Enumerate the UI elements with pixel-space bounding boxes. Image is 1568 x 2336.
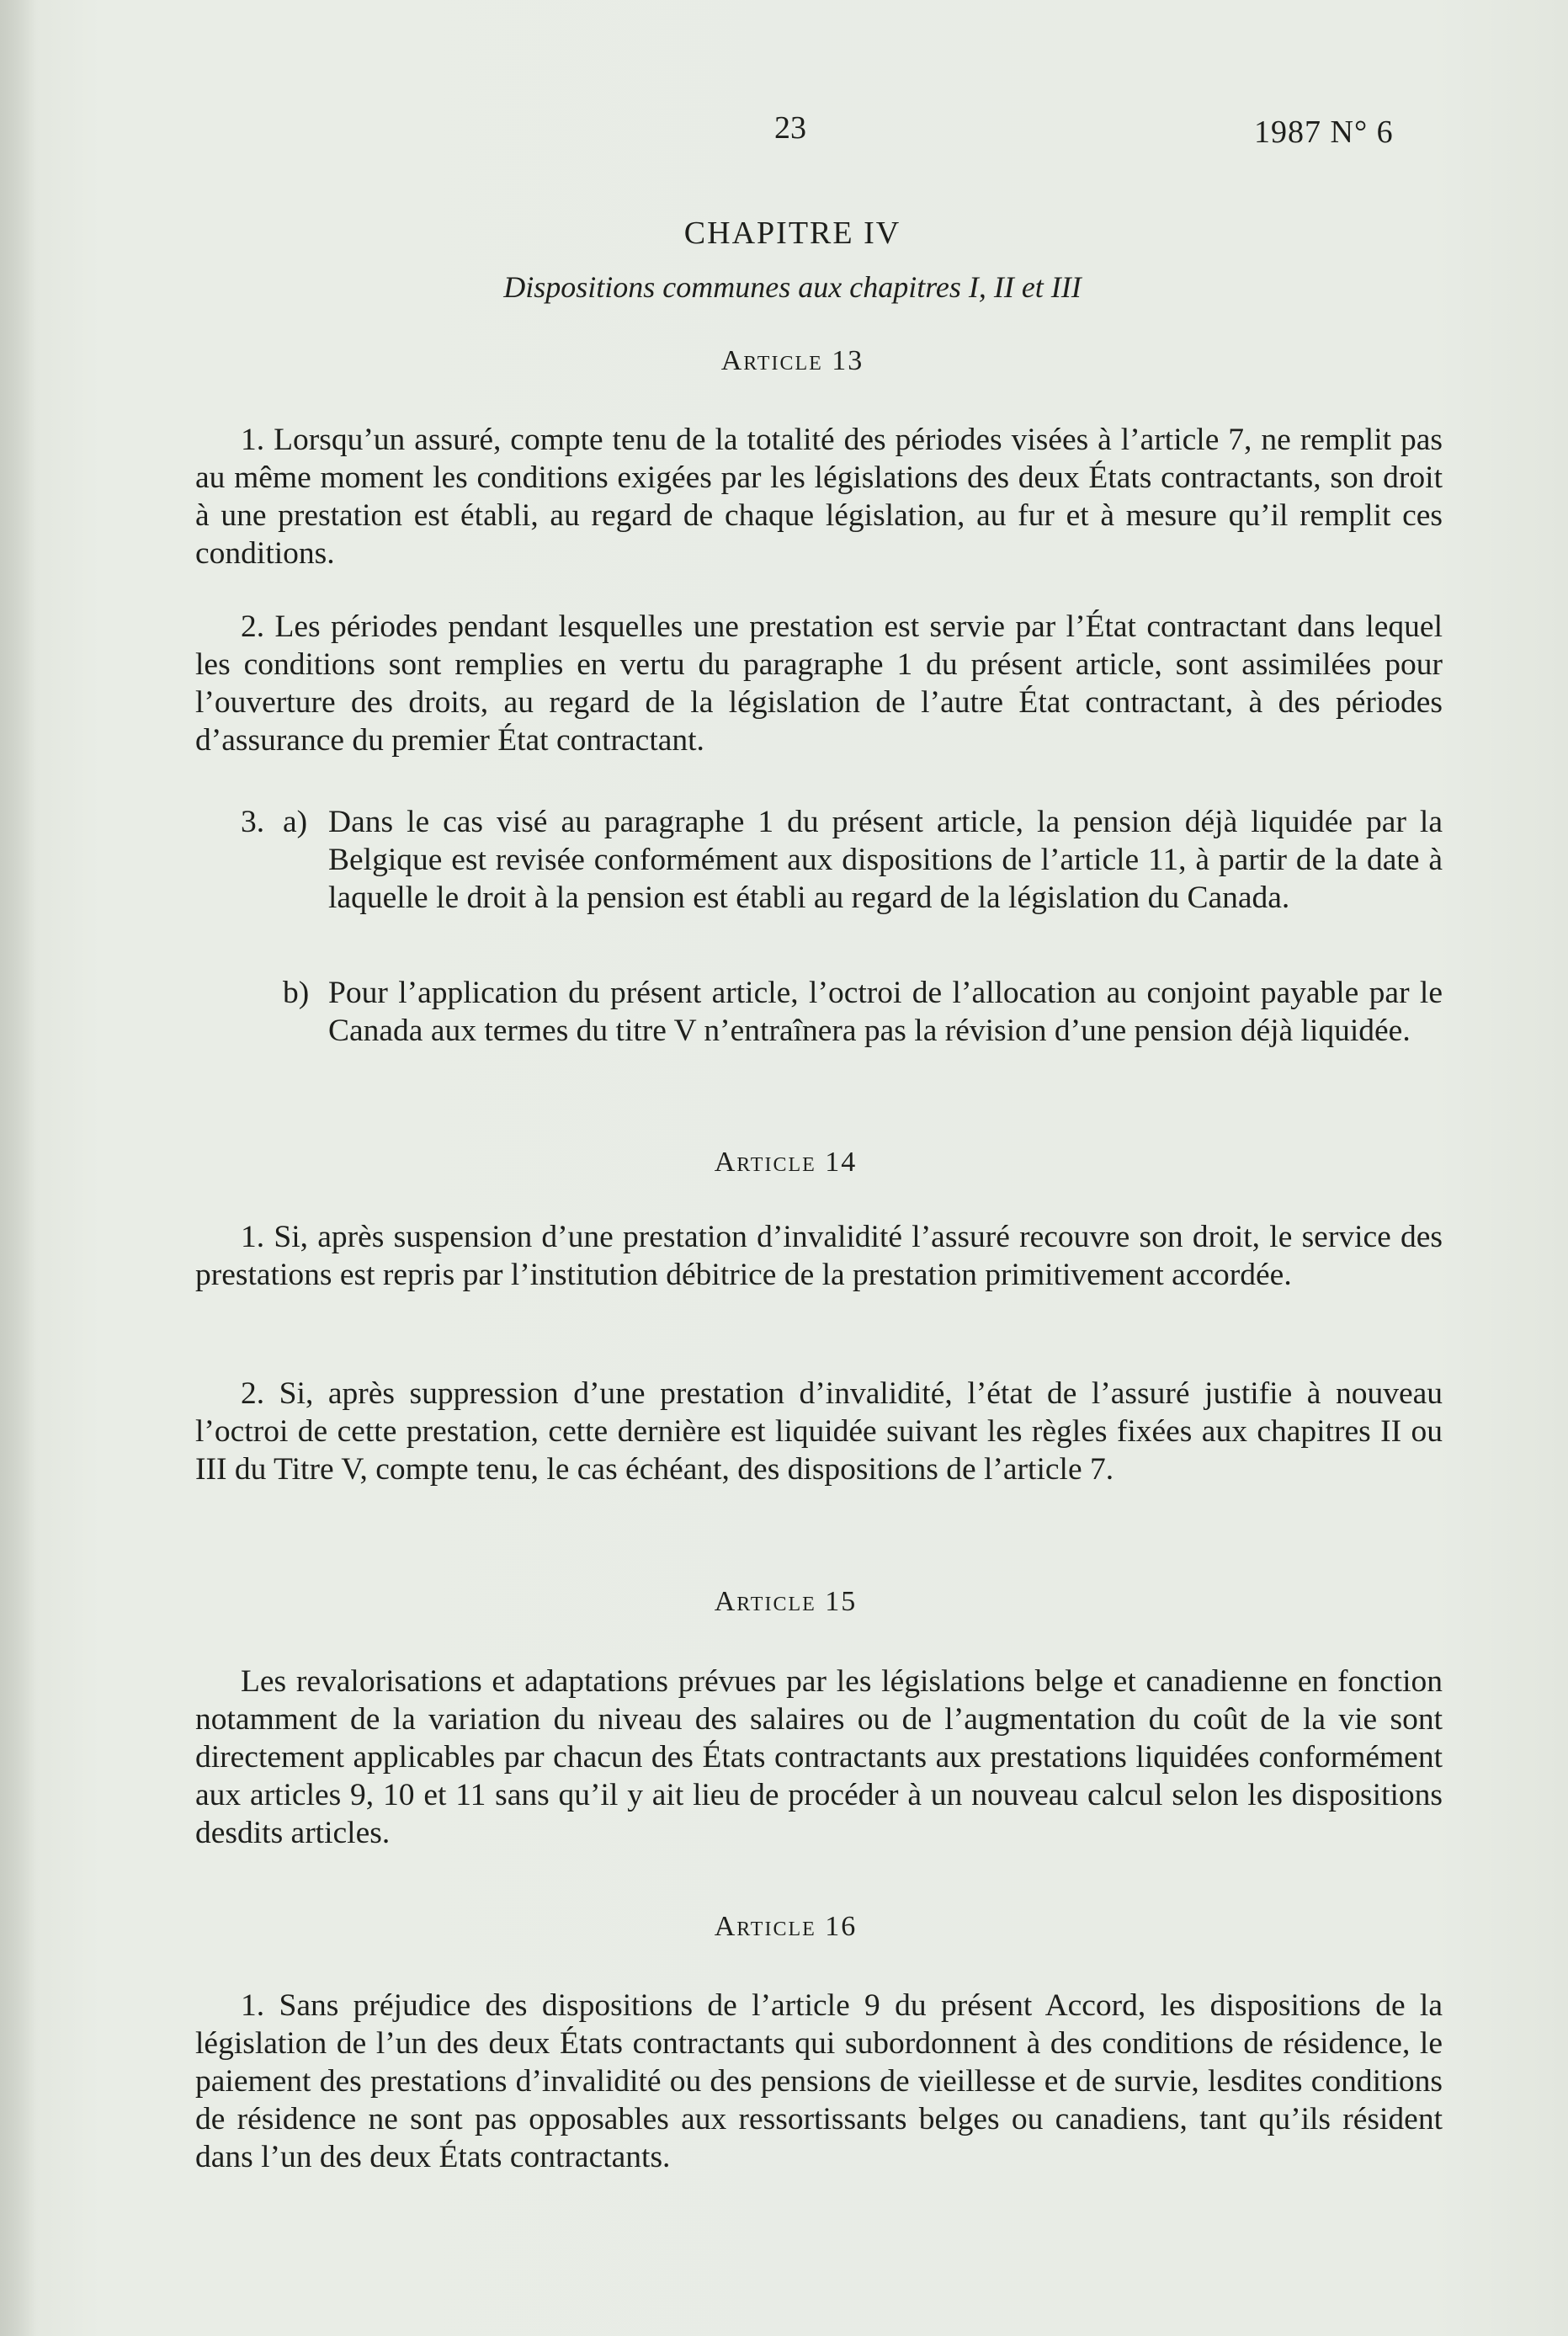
article-13-paragraph-2: 2. Les périodes pendant lesquelles une prestation est servie par l’État contractant dans lequel les conditions sont remplies en vertu du paragraphe 1 du présent article, sont assimilées pour l’ouverture des droits, au regard de la législation de l’autre État contractant, à des périodes d’assurance du premier État contractant. — [195, 609, 1443, 758]
article-15-paragraph-1: Les revalorisations et adaptations prévues par les législations belge et canadienne en fonction notamment de la variation du niveau des salaires ou de l’augmentation du coût de la vie sont directement applicables par chacun des États contractants aux prestations liquidées conformément aux articles 9, 10 et 11 sans qu’il y ait lieu de procéder à un nouveau calcul selon les dispositions desdits articles. — [195, 1664, 1443, 1850]
article-16-heading: Article 16 — [714, 1911, 858, 1942]
article-13-paragraph-1: 1. Lorsqu’un assuré, compte tenu de la totalité des périodes visées à l’article 7, ne remplit pas au même moment les conditions exigées par les législations des deux États contractants, son droit à une prestation est établi, au regard de chaque législation, au fur et à mesure qu’il remplit ces conditions. — [195, 423, 1443, 571]
article-13-paragraph-3a-marker: a) — [283, 805, 308, 839]
article-13-paragraph-3b: Pour l’application du présent article, l’octroi de l’allocation au conjoint payable par le Canada aux termes du titre V n’entraînera pas la révision d’une pension déjà liquidée. — [328, 976, 1443, 1048]
year-and-number: 1987 N° 6 — [1254, 114, 1394, 150]
chapter-title: CHAPITRE IV — [683, 216, 901, 251]
article-13-paragraph-3-number: 3. — [241, 805, 265, 839]
article-14-paragraph-1: 1. Si, après suspension d’une prestation d’invalidité l’assuré recouvre son droit, le service des prestations est repris par l’institution débitrice de la prestation primitivement accordée. — [195, 1220, 1443, 1292]
article-13-paragraph-3a: Dans le cas visé au paragraphe 1 du présent article, la pension déjà liquidée par la Belgique est revisée conformément aux dispositions de l’article 11, à partir de la date à laquelle le droit à la pension est établi au regard de la législation du Canada. — [328, 805, 1443, 915]
article-13-paragraph-3b-marker: b) — [283, 976, 310, 1010]
article-16-paragraph-1: 1. Sans préjudice des dispositions de l’article 9 du présent Accord, les dispositions de la législation de l’un des deux États contractants qui subordonnent à des conditions de résidence, le paiement des prestations d’invalidité ou des pensions de vieillesse et de survie, lesdites conditions de résidence ne sont pas opposables aux ressortissants belges ou canadiens, tant qu’ils résident dans l’un des deux États contractants. — [195, 1988, 1443, 2174]
article-15-heading: Article 15 — [714, 1586, 858, 1617]
article-13-heading: Article 13 — [720, 345, 864, 376]
article-14-paragraph-2: 2. Si, après suppression d’une prestation d’invalidité, l’état de l’assuré justifie à nouveau l’octroi de cette prestation, cette dernière est liquidée suivant les règles fixées aux chapitres II ou III du Titre V, compte tenu, le cas échéant, des dispositions de l’article 7. — [195, 1376, 1443, 1487]
chapter-subtitle: Dispositions communes aux chapitres I, II et III — [503, 270, 1082, 304]
article-14-heading: Article 14 — [714, 1147, 858, 1178]
page-number: 23 — [774, 110, 806, 146]
